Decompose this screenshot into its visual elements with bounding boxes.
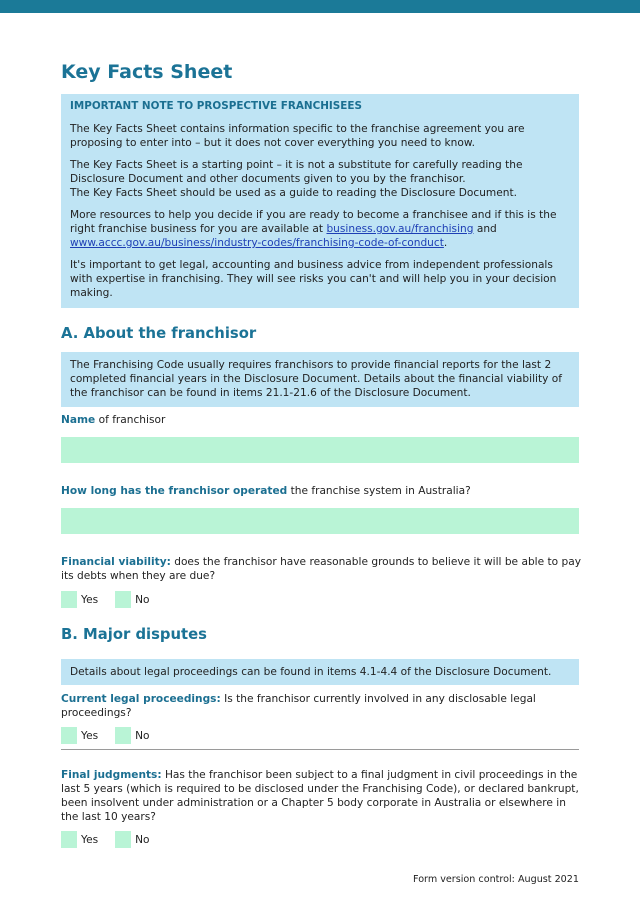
section-b-title: B. Major disputes: [61, 626, 207, 643]
note-p3-end: .: [443, 237, 448, 249]
top-banner: [0, 0, 640, 13]
viability-options: [61, 591, 167, 608]
judgments-no-label: No: [135, 833, 150, 846]
viability-no-label: No: [135, 593, 150, 606]
note-paragraph-2a: The Key Facts Sheet is a starting point – it is not a substitute for carefully reading the Disclosure Document and other documents given to you by the franchisor.: [70, 159, 523, 185]
legal-label: Current legal proceedings:: [61, 693, 221, 705]
section-b-info: Details about legal proceedings can be found in items 4.1-4.4 of the Disclosure Document.: [61, 659, 579, 685]
judgments-label: Final judgments:: [61, 769, 162, 781]
judgments-question: [61, 768, 581, 824]
name-label-rest: of franchisor: [95, 414, 166, 426]
important-note-box: [61, 94, 579, 308]
viability-question: [61, 555, 581, 583]
legal-yes-label: Yes: [81, 729, 99, 742]
franchisor-name-field[interactable]: [61, 437, 579, 463]
legal-label-rest: Is the franchisor currently involved in any disclosable legal proceedings?: [61, 693, 536, 719]
operated-question: [61, 484, 581, 498]
viability-yes-label: Yes: [81, 593, 99, 606]
judgments-yes-label: Yes: [81, 833, 99, 846]
section-a-title: A. About the franchisor: [61, 325, 257, 342]
section-a-info: The Franchising Code usually requires franchisors to provide financial reports for the last 2 completed financial years in the Disclosure Document. Details about the financial viability of the franchisor can be found in items 21.1-21.6 of the Disclosure Document.: [61, 352, 579, 407]
form-version: Form version control: August 2021: [413, 874, 579, 885]
legal-question: [61, 692, 581, 720]
operated-duration-field[interactable]: [61, 508, 579, 534]
judgments-label-rest: Has the franchisor been subject to a final judgment in civil proceedings in the last 5 years (which is required to be disclosed under the Franchising Code), or declared bankrupt, been insolvent under administration or a Chapter 5 body corporate in Australia or elsewhere in the last 10 years?: [61, 769, 579, 823]
legal-no-label: No: [135, 729, 150, 742]
legal-yes-checkbox[interactable]: [61, 727, 77, 744]
note-p3-text: More resources to help you decide if you are ready to become a franchisee and if this is the right franchise business for you are available at: [70, 209, 557, 235]
viability-yes-checkbox[interactable]: [61, 591, 77, 608]
judgments-yes-checkbox[interactable]: [61, 831, 77, 848]
name-label: Name: [61, 414, 96, 426]
legal-options: [61, 727, 167, 744]
operated-label: How long has the franchisor operated: [61, 485, 288, 497]
note-paragraph-3: [70, 208, 570, 250]
viability-label: Financial viability:: [61, 556, 171, 568]
note-p3-and: and: [473, 223, 497, 235]
judgments-options: [61, 831, 167, 848]
viability-label-rest: does the franchisor have reasonable grounds to believe it will be able to pay its debts when they are due?: [61, 556, 581, 582]
name-question: [61, 413, 581, 427]
judgments-no-checkbox[interactable]: [115, 831, 131, 848]
viability-no-checkbox[interactable]: [115, 591, 131, 608]
accc-link[interactable]: www.accc.gov.au/business/industry-codes/franchising-code-of-conduct: [70, 237, 444, 249]
note-paragraph-1: The Key Facts Sheet contains information specific to the franchise agreement you are proposing to enter into – but it does not cover everything you need to know.: [70, 123, 525, 149]
important-note-heading: IMPORTANT NOTE TO PROSPECTIVE FRANCHISEES: [70, 100, 362, 112]
page-title: Key Facts Sheet: [61, 61, 233, 83]
legal-no-checkbox[interactable]: [115, 727, 131, 744]
note-paragraph-2b: The Key Facts Sheet should be used as a guide to reading the Disclosure Document.: [70, 187, 517, 199]
business-gov-link[interactable]: business.gov.au/franchising: [326, 223, 474, 235]
section-divider: [61, 749, 579, 750]
note-paragraph-4: It's important to get legal, accounting and business advice from independent professionals with expertise in franchising. They will see risks you can't and will help you in your decision making.: [70, 259, 557, 299]
operated-label-rest: the franchise system in Australia?: [287, 485, 471, 497]
